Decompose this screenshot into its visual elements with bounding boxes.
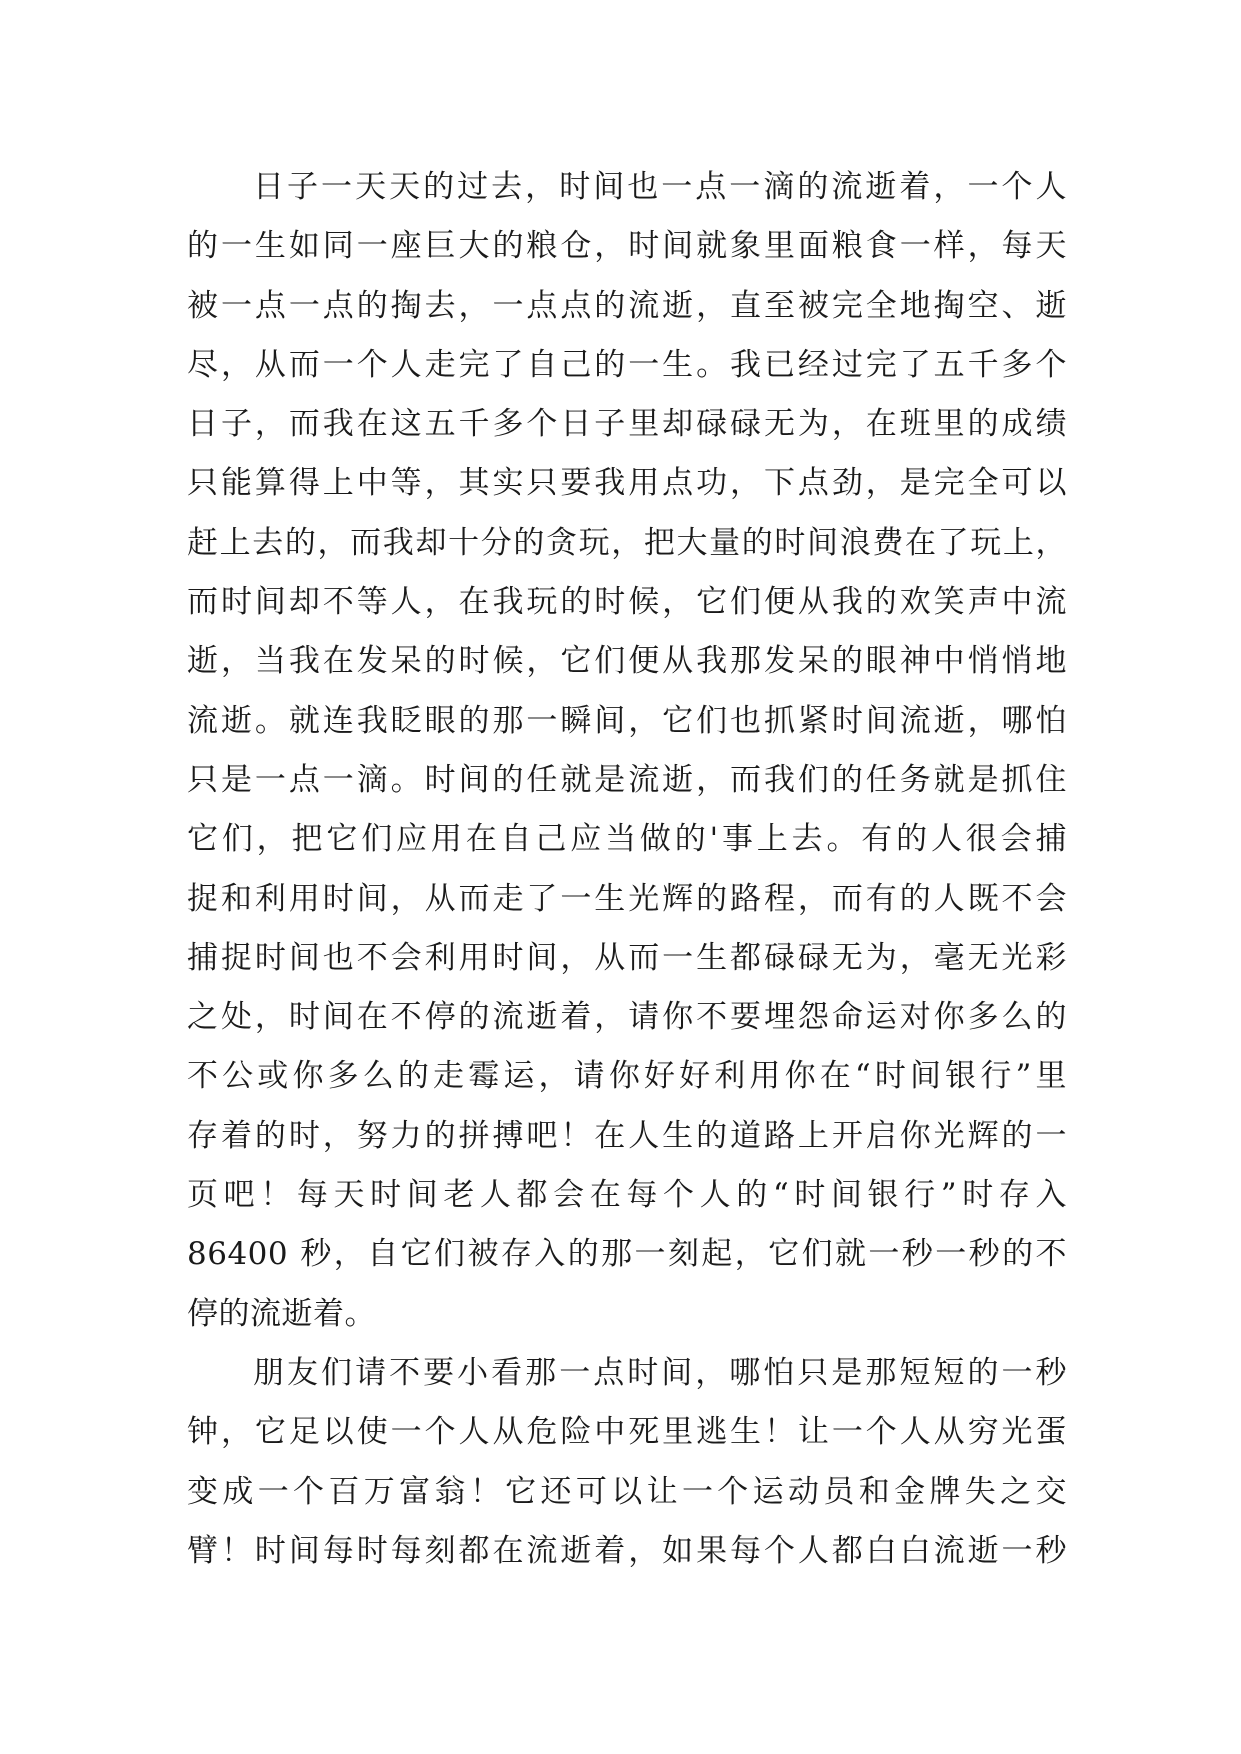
- text-line: 日子一天天的过去，时间也一点一滴的流逝着，一个人: [253, 169, 1067, 205]
- text-line: 被一点一点的掏去，一点点的流逝，直至被完全地掏空、逝: [187, 287, 1067, 324]
- text-line: 只能算得上中等，其实只要我用点功，下点劲，是完全可以: [187, 465, 1067, 502]
- text-line: 逝，当我在发呆的时候，它们便从我那发呆的眼神中悄悄地: [187, 643, 1067, 680]
- text-line: 捕捉时间也不会利用时间，从而一生都碌碌无为，毫无光彩: [187, 939, 1067, 976]
- text-line: 86400 秒，自它们被存入的那一刻起，它们就一秒一秒的不: [187, 1236, 1067, 1273]
- text-line: 赶上去的，而我却十分的贪玩，把大量的时间浪费在了玩上，: [187, 524, 1067, 561]
- text-line: 它们，把它们应用在自己应当做的'事上去。有的人很会捕: [187, 821, 1067, 858]
- text-line: 存着的时，努力的拼搏吧！在人生的道路上开启你光辉的一: [187, 1117, 1067, 1154]
- text-line: 页吧！每天时间老人都会在每个人的“时间银行”时存入: [187, 1177, 1067, 1214]
- text-line: 不公或你多么的走霉运，请你好好利用你在“时间银行”里: [187, 1058, 1067, 1095]
- text-line: 变成一个百万富翁！它还可以让一个运动员和金牌失之交: [187, 1473, 1067, 1510]
- text-line: 日子，而我在这五千多个日子里却碌碌无为，在班里的成绩: [187, 406, 1067, 443]
- text-line: 钟，它足以使一个人从危险中死里逃生！让一个人从穷光蛋: [187, 1414, 1067, 1451]
- body-text: [187, 158, 1067, 1581]
- text-line: 停的流逝着。: [187, 1295, 376, 1332]
- text-line: 臂！时间每时每刻都在流逝着，如果每个人都白白流逝一秒: [187, 1532, 1067, 1569]
- text-line: 之处，时间在不停的流逝着，请你不要埋怨命运对你多么的: [187, 999, 1067, 1036]
- text-line: 而时间却不等人，在我玩的时候，它们便从我的欢笑声中流: [187, 584, 1067, 621]
- text-line: 捉和利用时间，从而走了一生光辉的路程，而有的人既不会: [187, 880, 1067, 917]
- text-line: 流逝。就连我眨眼的那一瞬间，它们也抓紧时间流逝，哪怕: [187, 702, 1067, 739]
- text-line: 的一生如同一座巨大的粮仓，时间就象里面粮食一样，每天: [187, 228, 1067, 265]
- text-line: 尽，从而一个人走完了自己的一生。我已经过完了五千多个: [187, 346, 1067, 383]
- text-line: 只是一点一滴。时间的任就是流逝，而我们的任务就是抓住: [187, 761, 1067, 798]
- text-line: 朋友们请不要小看那一点时间，哪怕只是那短短的一秒: [253, 1354, 1067, 1391]
